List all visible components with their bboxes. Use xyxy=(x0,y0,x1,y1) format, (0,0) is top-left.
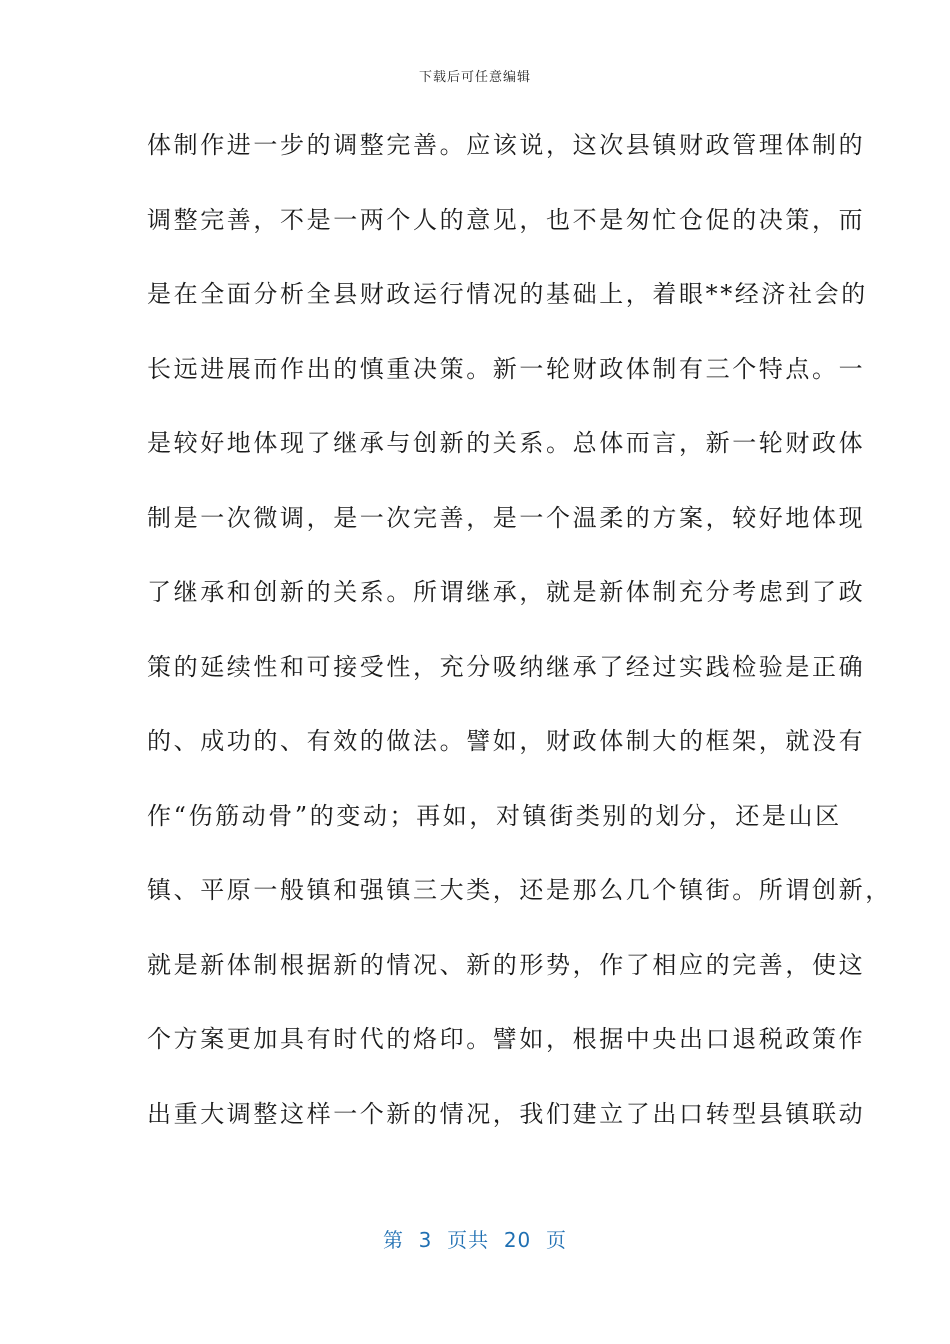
text-line: 的、成功的、有效的做法。譬如，财政体制大的框架，就没有 xyxy=(147,727,866,755)
text-line: 作“伤筋动骨”的变动；再如，对镇街类别的划分，还是山区 xyxy=(147,801,842,830)
body-text xyxy=(147,120,892,1163)
text-line: 长远进展而作出的慎重决策。新一轮财政体制有三个特点。一 xyxy=(147,354,866,383)
page-number: 第 3 页共 20 页 xyxy=(382,1228,568,1252)
text-line: 是在全面分析全县财政运行情况的基础上，着眼**经济社会的 xyxy=(147,280,868,308)
text-line: 调整完善，不是一两个人的意见，也不是匆忙仓促的决策，而 xyxy=(147,205,866,234)
page-header: 下载后可任意编辑 xyxy=(418,70,531,85)
text-line: 制是一次微调，是一次完善，是一个温柔的方案，较好地体现 xyxy=(147,503,866,532)
text-line: 体制作进一步的调整完善。应该说，这次县镇财政管理体制的 xyxy=(147,131,866,159)
text-line: 是较好地体现了继承与创新的关系。总体而言，新一轮财政体 xyxy=(147,429,866,457)
text-line: 策的延续性和可接受性，充分吸纳继承了经过实践检验是正确 xyxy=(147,652,866,681)
text-line: 镇、平原一般镇和强镇三大类，还是那么几个镇街。所谓创新， xyxy=(147,876,892,904)
text-line: 了继承和创新的关系。所谓继承，就是新体制充分考虑到了政 xyxy=(147,578,866,606)
page-footer xyxy=(0,1224,950,1253)
text-line: 出重大调整这样一个新的情况，我们建立了出口转型县镇联动 xyxy=(147,1099,866,1128)
text-line: 个方案更加具有时代的烙印。譬如，根据中央出口退税政策作 xyxy=(147,1025,866,1053)
text-line: 就是新体制根据新的情况、新的形势，作了相应的完善，使这 xyxy=(147,950,866,979)
